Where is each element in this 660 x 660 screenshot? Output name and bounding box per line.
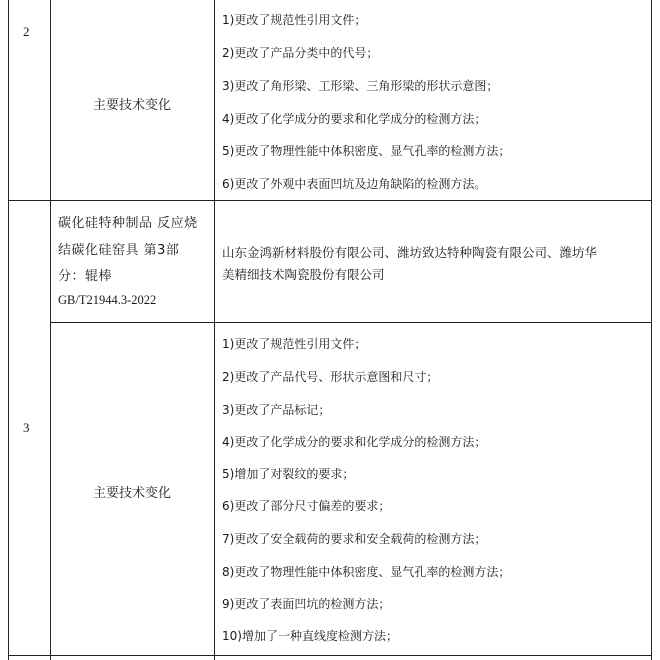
change-item: 4)更改了化学成分的要求和化学成分的检测方法； [222, 112, 487, 126]
change-item: 6)更改了部分尺寸偏差的要求； [222, 499, 391, 513]
row3-inner-divider [50, 322, 652, 323]
main-tech-change-label: 主要技术变化 [92, 486, 171, 501]
change-item: 7)更改了安全载荷的要求和安全载荷的检测方法； [222, 532, 487, 546]
change-item: 5)增加了对裂纹的要求； [222, 467, 355, 481]
main-tech-change-label: 主要技术变化 [92, 98, 171, 113]
change-item: 9)更改了表面凹坑的检测方法； [222, 597, 391, 611]
row-number: 3 [23, 420, 30, 435]
row-number: 2 [23, 24, 30, 39]
table-bottom-divider [8, 655, 652, 656]
change-item: 3)更改了角形梁、工形梁、三角形梁的形状示意图； [222, 79, 499, 93]
standard-number: GB/T21944.3-2022 [58, 293, 157, 307]
change-item: 2)更改了产品代号、形状示意图和尺寸； [222, 370, 439, 384]
change-item: 10)增加了一种直线度检测方法； [222, 629, 398, 643]
table-border-col2 [214, 0, 215, 660]
table-border-left [8, 0, 9, 660]
change-item: 8)更改了物理性能中体积密度、显气孔率的检测方法； [222, 565, 511, 579]
change-item: 4)更改了化学成分的要求和化学成分的检测方法； [222, 435, 487, 449]
change-item: 1)更改了规范性引用文件； [222, 337, 367, 351]
row-divider-2-3 [8, 200, 652, 201]
drafting-company-line: 山东金鸿新材料股份有限公司、潍坊致达特种陶瓷有限公司、潍坊华 [222, 245, 598, 260]
standard-title-line: 结碳化硅窑具 第3部 [58, 243, 180, 258]
change-item: 2)更改了产品分类中的代号； [222, 46, 379, 60]
table-border-right [651, 0, 652, 660]
change-item: 5)更改了物理性能中体积密度、显气孔率的检测方法； [222, 144, 511, 158]
change-item: 6)更改了外观中表面凹坑及边角缺陷的检测方法。 [222, 177, 487, 191]
change-item: 3)更改了产品标记； [222, 403, 331, 417]
change-item: 1)更改了规范性引用文件； [222, 13, 367, 27]
standard-title-line: 碳化硅特种制品 反应烧 [58, 216, 198, 231]
drafting-company-line: 美精细技术陶瓷股份有限公司 [222, 267, 385, 282]
standard-title-line: 分：辊棒 [58, 269, 113, 284]
